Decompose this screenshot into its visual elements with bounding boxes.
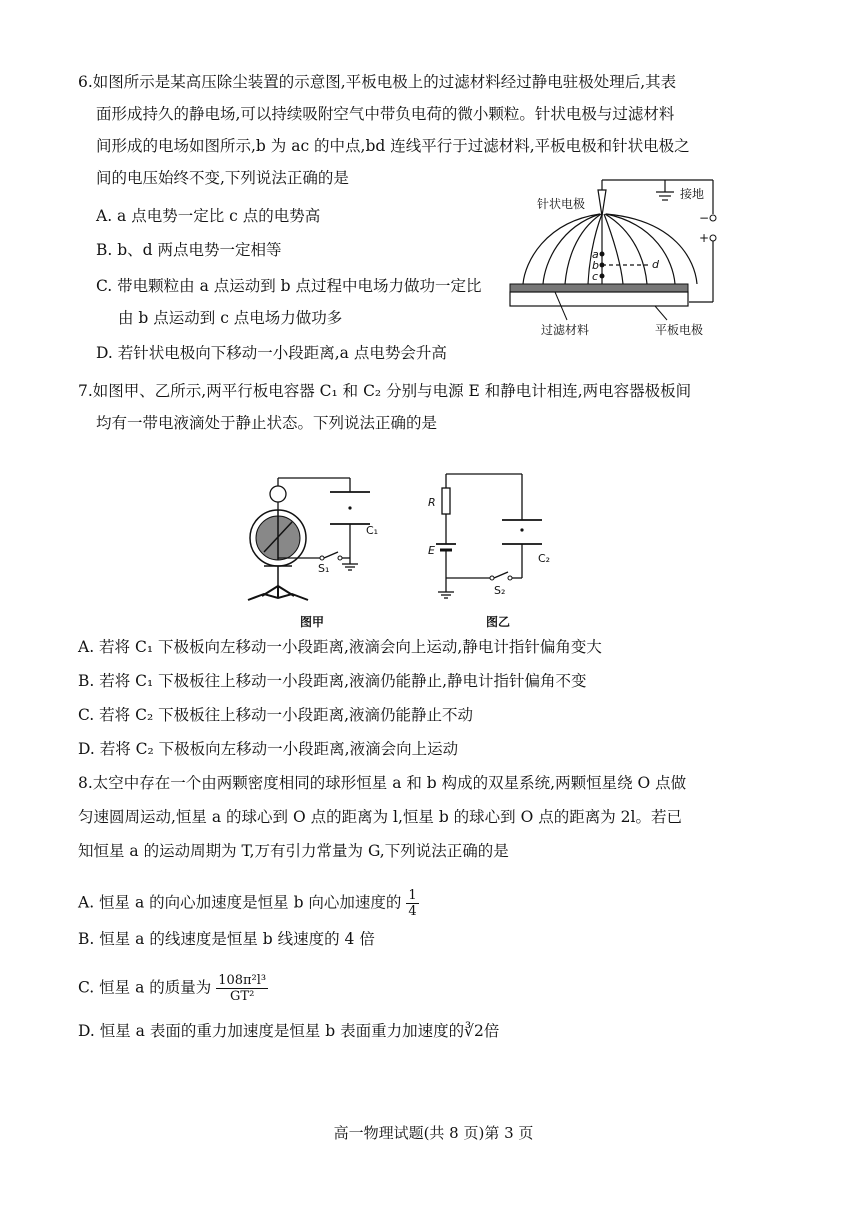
ground-label: 接地 (680, 187, 705, 201)
fraction-numerator: 108π²l³ (218, 973, 267, 988)
point-c-label: c (592, 270, 599, 283)
filter-material-label: 过滤材料 (541, 323, 590, 337)
page-footer: 高一物理试题(共 8 页)第 3 页 (333, 1124, 534, 1142)
q6-option-c-line2: 由 b 点运动到 c 点电场力做功多 (118, 309, 343, 327)
q6-stem-line1: 6.如图所示是某高压除尘装置的示意图,平板电极上的过滤材料经过静电驻极处理后,其表 (78, 73, 677, 91)
q8-stem-line1: 8.太空中存在一个由两颗密度相同的球形恒星 a 和 b 构成的双星系统,两颗恒星绕 O 点做 (78, 774, 687, 792)
s1-label: S₁ (318, 562, 330, 575)
fraction-denominator: 4 (408, 904, 417, 919)
q8-option-c-fraction (216, 973, 268, 1004)
c1-label: C₁ (366, 524, 379, 537)
figure-a-caption: 图甲 (300, 615, 325, 629)
q6-option-d: D. 若针状电极向下移动一小段距离,a 点电势会升高 (96, 344, 447, 362)
q8-stem-line3: 知恒星 a 的运动周期为 T,万有引力常量为 G,下列说法正确的是 (78, 842, 509, 860)
c2-label: C₂ (538, 552, 551, 565)
q6-option-a: A. a 点电势一定比 c 点的电势高 (96, 207, 321, 225)
q7-option-c: C. 若将 C₂ 下极板往上移动一小段距离,液滴仍能静止不动 (78, 706, 474, 724)
q8-option-c (78, 973, 268, 1004)
q8-option-a (78, 888, 419, 919)
point-a-label: a (592, 248, 599, 261)
point-b-label: b (592, 259, 599, 272)
q8-option-a-fraction (406, 888, 418, 919)
fraction-numerator: 1 (408, 888, 417, 903)
q6-option-c-line1: C. 带电颗粒由 a 点运动到 b 点过程中电场力做功一定比 (96, 277, 482, 295)
q8-option-a-text: A. 恒星 a 的向心加速度是恒星 b 向心加速度的 (78, 893, 402, 912)
q7-option-b: B. 若将 C₁ 下极板往上移动一小段距离,液滴仍能静止,静电计指针偏角不变 (78, 672, 587, 690)
figure-b-caption: 图乙 (486, 615, 511, 629)
q8-stem-line2: 匀速圆周运动,恒星 a 的球心到 O 点的距离为 l,恒星 b 的球心到 O 点的距离为 2l。若已 (78, 808, 682, 826)
e-label: E (428, 544, 435, 557)
point-d-label: d (652, 258, 659, 271)
plate-electrode-label: 平板电极 (655, 323, 704, 337)
q6-stem-line2: 面形成持久的静电场,可以持续吸附空气中带负电荷的微小颗粒。针状电极与过滤材料 (96, 105, 675, 123)
fraction-denominator: GT² (230, 989, 255, 1004)
minus-terminal-label: − (699, 211, 710, 225)
q8-option-c-text: C. 恒星 a 的质量为 (78, 978, 212, 997)
q8-option-b: B. 恒星 a 的线速度是恒星 b 线速度的 4 倍 (78, 930, 375, 948)
q7-capacitor-circuits-diagram (232, 462, 592, 632)
needle-electrode-label: 针状电极 (537, 197, 586, 211)
r-label: R (428, 496, 436, 509)
q8-option-d: D. 恒星 a 表面的重力加速度是恒星 b 表面重力加速度的∛2倍 (78, 1022, 500, 1040)
q7-option-a: A. 若将 C₁ 下极板向左移动一小段距离,液滴会向上运动,静电计指针偏角变大 (78, 638, 602, 656)
q6-stem-line3: 间形成的电场如图所示,b 为 ac 的中点,bd 连线平行于过滤材料,平板电极和针状电极之 (96, 137, 690, 155)
s2-label: S₂ (494, 584, 506, 597)
plus-terminal-label: + (699, 231, 710, 245)
q7-stem-line1: 7.如图甲、乙所示,两平行板电容器 C₁ 和 C₂ 分别与电源 E 和静电计相连,两电容器极板间 (78, 382, 692, 400)
q6-dust-device-diagram (505, 172, 745, 342)
q6-option-b: B. b、d 两点电势一定相等 (96, 241, 282, 259)
q7-option-d: D. 若将 C₂ 下极板向左移动一小段距离,液滴会向上运动 (78, 740, 459, 758)
q7-stem-line2: 均有一带电液滴处于静止状态。下列说法正确的是 (96, 414, 438, 432)
q6-stem-line4: 间的电压始终不变,下列说法正确的是 (96, 169, 349, 187)
